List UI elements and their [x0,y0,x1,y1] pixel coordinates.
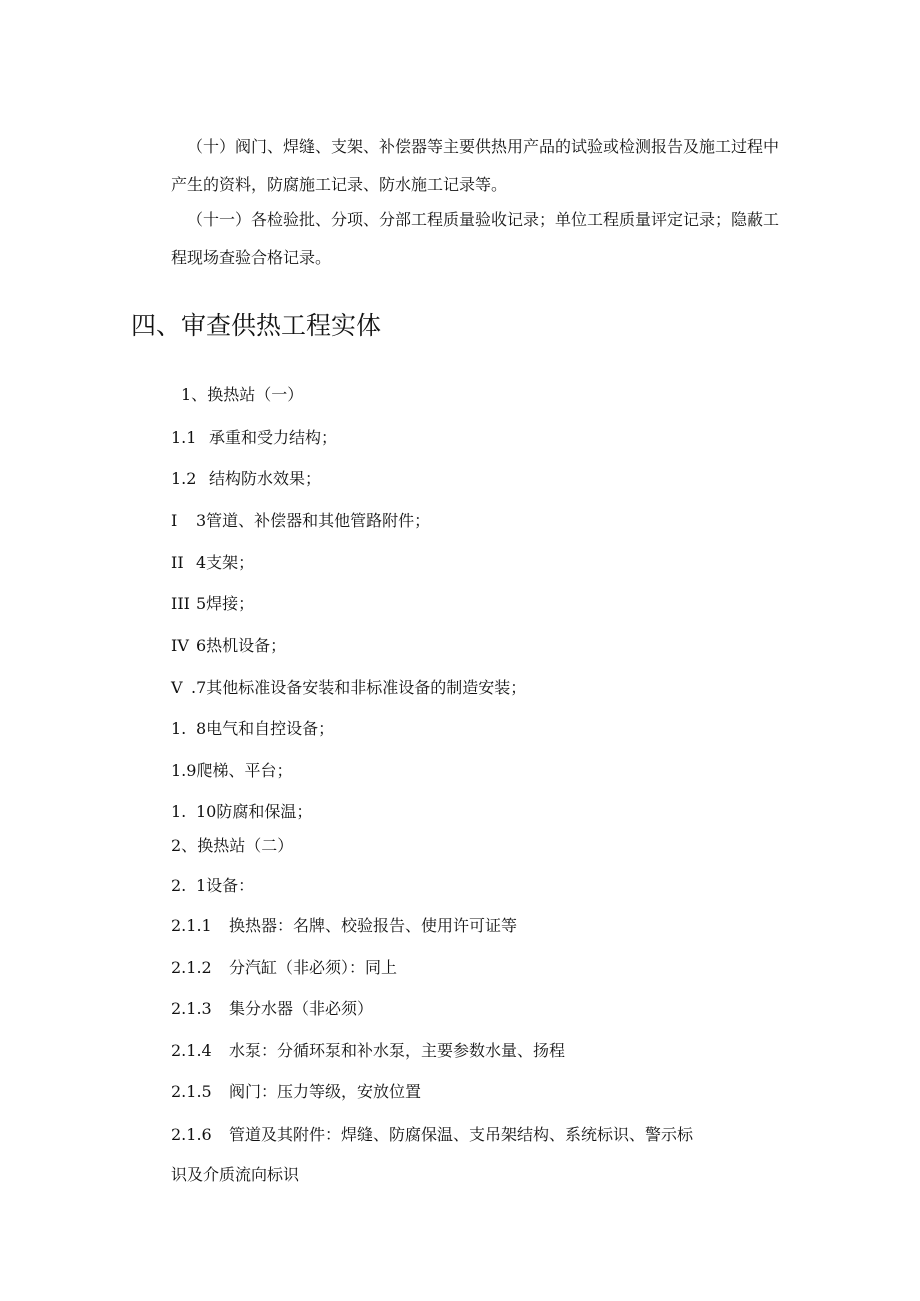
list-item: IV 6热机设备； [171,636,287,655]
list-item: 2. 1设备： [171,876,255,895]
list-item: 1.1 承重和受力结构； [171,428,338,447]
list-item: 2.1.3 集分水器（非必须） [171,999,374,1018]
paragraph-10: （十）阀门、焊缝、支架、补偿器等主要供热用产品的试验或检测报告及施工过程中产生的资料，防腐施工记录、防水施工记录等。 [171,137,780,194]
list-item: 2.1.5 阀门：压力等级，安放位置 [171,1082,422,1101]
list-item: 1、换热站（一） [181,385,304,404]
list-item: 2.1.6 管道及其附件：焊缝、防腐保温、支吊架结构、系统标识、警示标 [171,1125,694,1144]
list-item-continuation: 识及介质流向标识 [171,1165,300,1184]
list-item: 1.9爬梯、平台； [171,761,293,780]
list-item: 1. 8电气和自控设备； [171,719,335,738]
list-item: 2、换热站（二） [171,836,294,855]
list-item: 2.1.1 换热器：名牌、校验报告、使用许可证等 [171,916,518,935]
list-item: 1. 10防腐和保温； [171,802,313,821]
list-item: I 3管道、补偿器和其他管路附件； [171,511,431,530]
list-item: 2.1.4 水泵：分循环泵和补水泵，主要参数水量、扬程 [171,1041,566,1060]
paragraph-11: （十一）各检验批、分项、分部工程质量验收记录；单位工程质量评定记录；隐蔽工程现场查验合格记录。 [171,210,780,267]
list-item: V .7其他标准设备安装和非标准设备的制造安装； [171,678,527,697]
list-item: 1.2 结构防水效果； [171,469,322,488]
section-heading: 四、审查供热工程实体 [131,311,382,340]
list-item: II 4支架； [171,553,255,572]
list-item: 2.1.2 分汽缸（非必须）：同上 [171,958,398,977]
list-item: III 5焊接； [171,594,255,613]
